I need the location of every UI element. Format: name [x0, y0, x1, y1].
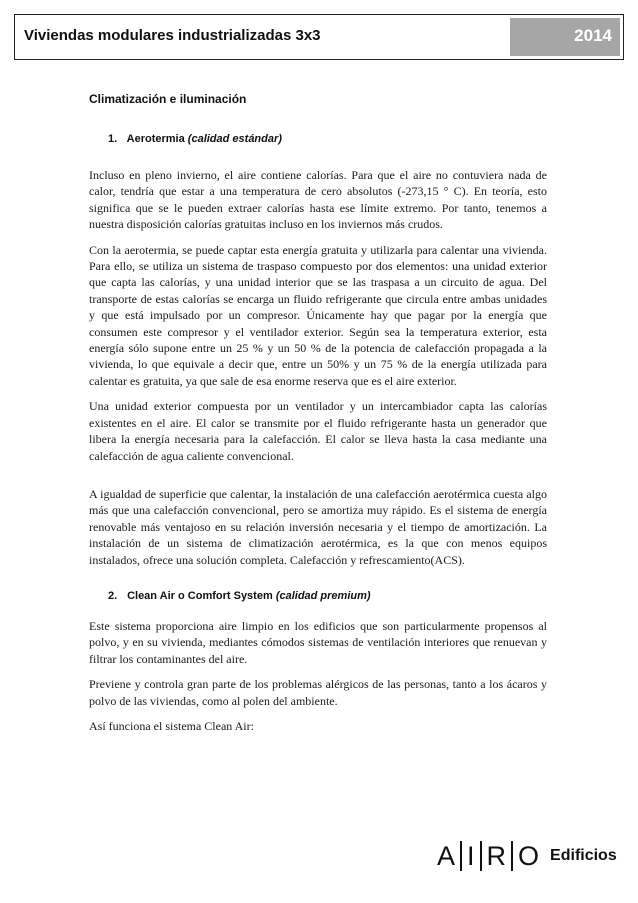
- subheading-number: 1.: [108, 133, 118, 145]
- paragraph: A igualdad de superficie que calentar, la instalación de una calefacción aerotérmica cuesta algo más que una calefacción convencional, pero se amortiza muy rápido. Es el sistema de energía renovable más ventajoso en su relación inversión necesaria y el tiempo de amortización. La instalación de un sistema de climatización aerotérmica, es la que con menos equipos instalados, ofrece una solución completa. Calefacción y refrescamiento(ACS).: [89, 486, 547, 567]
- header-year: 2014: [510, 18, 620, 56]
- paragraph: Con la aerotermia, se puede captar esta energía gratuita y utilizarla para calentar una vivienda. Para ello, se utiliza un sistema de traspaso compuesto por dos elementos: una unidad exterior que capta las calorías, y una unidad interior que se las traspasa a un circuito de agua. Del transporte de estas calorías se encarga un fluido refrigerante que circula entre ambas unidades y que está impulsado por un compresor. Únicamente hay que pagar por la energía que consumen este compresor y el ventilador exterior. Según sea la temperatura exterior, esta energía sólo supone entre un 25 % y un 50 % de la potencia de calefacción propagada a la vivienda, lo que equivale a decir que, entre un 50% y un 75 % de la energía utilizada para calentar es gratuita, ya que sale de esa enorme reserva que es el aire exterior.: [89, 242, 547, 388]
- subheading-qualifier: (calidad estándar): [187, 133, 282, 145]
- logo-word: Edificios: [550, 847, 617, 864]
- subheading-number: 2.: [108, 589, 118, 602]
- paragraph: Una unidad exterior compuesta por un ventilador y un intercambiador capta las calorías existentes en el aire. El calor se transmite por el fluido refrigerante hasta un generador que libera la energía necesaria para la calefacción. El calor se lleva hasta la casa mediante una calefacción de agua caliente convencional.: [89, 399, 547, 463]
- paragraph: Este sistema proporciona aire limpio en los edificios que son particularmente propensos al polvo, y en su vivienda, mediantes cómodos sistemas de ventilación interiores que renuevan y filtrar los contaminantes del aire.: [89, 618, 547, 666]
- logo-letter: A: [437, 841, 456, 871]
- logo-mark: [432, 841, 544, 871]
- subheading-qualifier: (calidad premium): [275, 589, 371, 602]
- paragraph: Previene y controla gran parte de los problemas alérgicos de las personas, tanto a los ácaros y polvo de las viviendas, como al polen del ambiente.: [89, 677, 547, 708]
- logo-letter: O: [518, 841, 540, 871]
- subheading-title: Aerotermia: [126, 133, 185, 145]
- document-body: [89, 92, 547, 734]
- airo-edificios-logo: [432, 839, 622, 873]
- subheading-clean-air: [108, 590, 547, 602]
- subheading-aerotermia: [108, 133, 547, 145]
- paragraph: Incluso en pleno invierno, el aire contiene calorías. Para que el aire no contuviera nada de calor, tendría que estar a una temperatura de cero absolutos (-273,15 ° C). En teoría, esto significa que se le pueden extraer calorías hasta ese límite extremo. Por tanto, tenemos a nuestra disposición calorías gratuitas incluso en los inviernos más crudos.: [89, 168, 547, 232]
- document-header: [14, 14, 624, 60]
- paragraph: Así funciona el sistema Clean Air:: [89, 718, 254, 733]
- subheading-title: Clean Air o Comfort System: [127, 589, 273, 602]
- logo-letter: I: [467, 841, 475, 871]
- logo-letter: R: [486, 841, 507, 871]
- section-title: Climatización e iluminación: [89, 92, 247, 106]
- header-title: Viviendas modulares industrializadas 3x3: [24, 27, 321, 44]
